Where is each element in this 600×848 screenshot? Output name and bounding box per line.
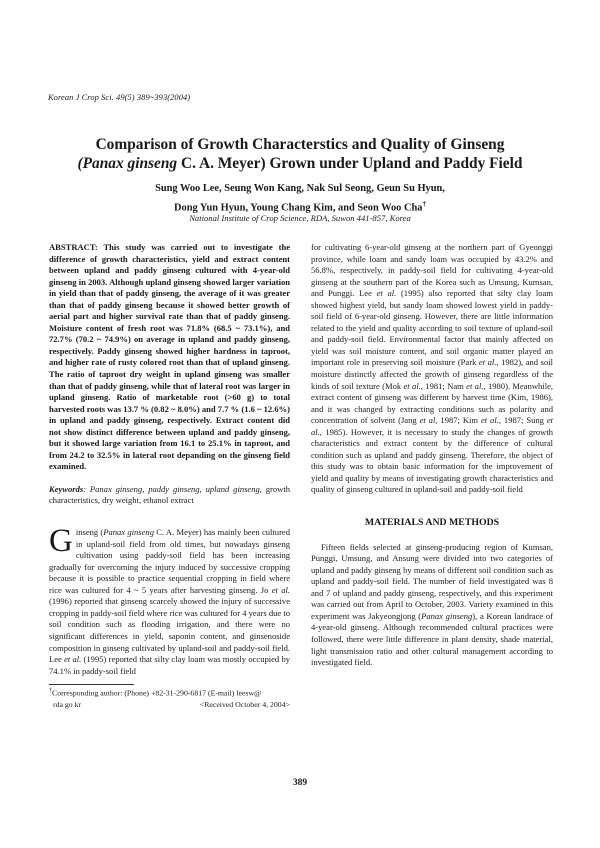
left-column — [49, 242, 290, 677]
title-species: (Panax ginseng — [77, 155, 178, 172]
footnote-line-2: rda go kr <Received October 4, 2004> — [53, 699, 290, 709]
introduction-paragraph: Ginseng (Panax ginseng C. A. Meyer) has mainly been cultured in upland-soil field from old times, but nowadays ginseng cultivation using paddy-soil field has been increasing gradually for overcoming the injury induced by successive cropping because it is possible to practice sequential cropping in field where rice was cultured for 4 ~ 5 years after harvesting ginseng. Jo et al. (1996) reported that ginseng scarcely showed the injury of successive cropping in paddy-soil field where rice was cultured for 4 years due to soil condition such as flooding irrigation, and there were no significant differences in yield, saponin content, and ginsenoside composition in ginseng cultivated by upland-soil and paddy-soil field. Lee et al. (1995) reported that silty clay loam was mostly occupied by 74.1% in paddy-soil field — [49, 523, 290, 676]
keywords — [49, 484, 290, 507]
footnote-line-1: †Corresponding author: (Phone) +82-31-290-6817 (E-mail) leesw@ — [49, 688, 262, 698]
abstract — [49, 242, 290, 473]
keywords-label: Keywords — [49, 483, 84, 494]
journal-citation: Korean J Crop Sci. 49(5) 389~393(2004) — [48, 93, 191, 102]
received-date: <Received October 4, 2004> — [199, 699, 290, 709]
title-line-1: Comparison of Growth Characterstics and Quality of Ginseng — [95, 136, 505, 153]
title-line-2: (Panax ginseng C. A. Meyer) Grown under Upland and Paddy Field — [77, 155, 523, 172]
drop-cap: G — [49, 523, 73, 560]
page-number: 389 — [292, 778, 308, 788]
author-line-1: Sung Woo Lee, Seung Won Kang, Nak Sul Seong, Geun Su Hyun, — [155, 183, 445, 194]
right-column — [311, 242, 553, 669]
dagger-mark: † — [422, 199, 426, 208]
footnote-divider — [49, 684, 134, 685]
affiliation: National Institute of Crop Science, RDA, Suwon 441-857, Korea — [189, 213, 411, 223]
abstract-text: : This study was carried out to investigate the difference of growth characteristics, yield and extract content between upland and paddy ginseng cultured with 4-year-old ginseng in 2003. Although upland ginseng showed larger variation in yield than that of paddy ginseng, the average of it was greater than that of paddy ginseng because it showed better growth of aerial part and higher survival rate than that of paddy ginseng. Moisture content of fresh root was 71.8% (68.5 ~ 73.1%), and 72.7% (70.2 ~ 74.9%) on average in upland and paddy ginseng, respectively. Paddy ginseng showed higher hardness in taproot, and higher rate of rusty colored root than that of upland ginseng. The ratio of taproot dry weight in upland ginseng was smaller than that of paddy ginseng, while that of lateral root was larger in upland ginseng. Ratio of marketable root (>60 g) to total harvested roots was 13.7 % (0.82 ~ 8.0%) and 7.7 % (1.6 ~ 12.6%) in upland and paddy ginseng, respectively. Extract content did not show distinct difference between upland and paddy ginseng, but it showed large variation from 16.1 to 25.1% in taproot, and from 24.2 to 32.5% in lateral root depanding on the ginseng field examined. — [49, 242, 290, 472]
section-heading-methods: MATERIALS AND METHODS — [364, 517, 500, 529]
footnote — [49, 686, 290, 710]
keywords-text: : Panax ginseng, paddy ginseng, upland ginseng, — [83, 483, 262, 494]
author-list — [40, 181, 560, 215]
paper-title — [40, 135, 560, 173]
methods-paragraph: Fifteen fields selected at ginseng-producing region of Kumsan, Punggi, Umsung, and Ansung were divided into two categories of upland and paddy ginseng by means of different soil condition such as upland and paddy-soil field. The number of field investigated was 8 and 7 of upland and paddy ginseng, respectively, and this experiment was carried out from April to October, 2003. Variety examined in this experiment was Jakyeongjong (Panax ginseng), a Korean landrace of 4-year-old ginseng. Although recommended cultural practices were followed, there were little difference in plant density, shade material, light transmission ratio and other cultural management according to investigated field. — [311, 541, 554, 668]
abstract-label: ABSTRACT — [49, 242, 95, 252]
keywords-rest: growth characteristics, dry weight, ethanol extract — [49, 483, 290, 506]
intro-continued-paragraph: for cultivating 6-year-old ginseng at the northern part of Gyeonggi province, while loam and sandy loam was occupied by 43.2% and 56.8%, respectively, in paddy-soil field for cultivating 4-year-old ginseng at the southern part of the Korea such as Umsung, Kumsan, and Punggi. Lee et al. (1995) also reported that silty clay loam showed highest yield, but sandy loam showed lowest yield in paddy-soil field of 6-year-old ginseng. However, there are little information related to the yield and quality according to soil texture of upland-soil and paddy-soil field. Environmental factor that mainly affected on yield was soil moisture content, and soil organic matter played an important role in preserving soil moisture (Park et al., 1982), and soil moisture distinctly affected the growth of ginseng regardless of the kinds of soil texture (Mok et al., 1981; Nam et al., 1980). Meanwhile, extract content of ginseng was different by harvest time (Kim, 1986), and it was changed by extracting conditions such as polarity and concentration of solvent (Jang et al, 1987; Kim et al., 1987; Sung et al., 1985). However, it is necessary to study the changes of growth characteristics and extract content by the difference of cultural condition such as upland and paddy ginseng. Therefore, the object of this study was to obtain basic information for the improvement of yield and quality by means of investigating growth characteristics and quality of ginseng cultured in upland-soil and paddy-soil field — [311, 242, 554, 495]
author-line-2: Dong Yun Hyun, Young Chang Kim, and Seon Woo Cha† — [174, 199, 426, 213]
